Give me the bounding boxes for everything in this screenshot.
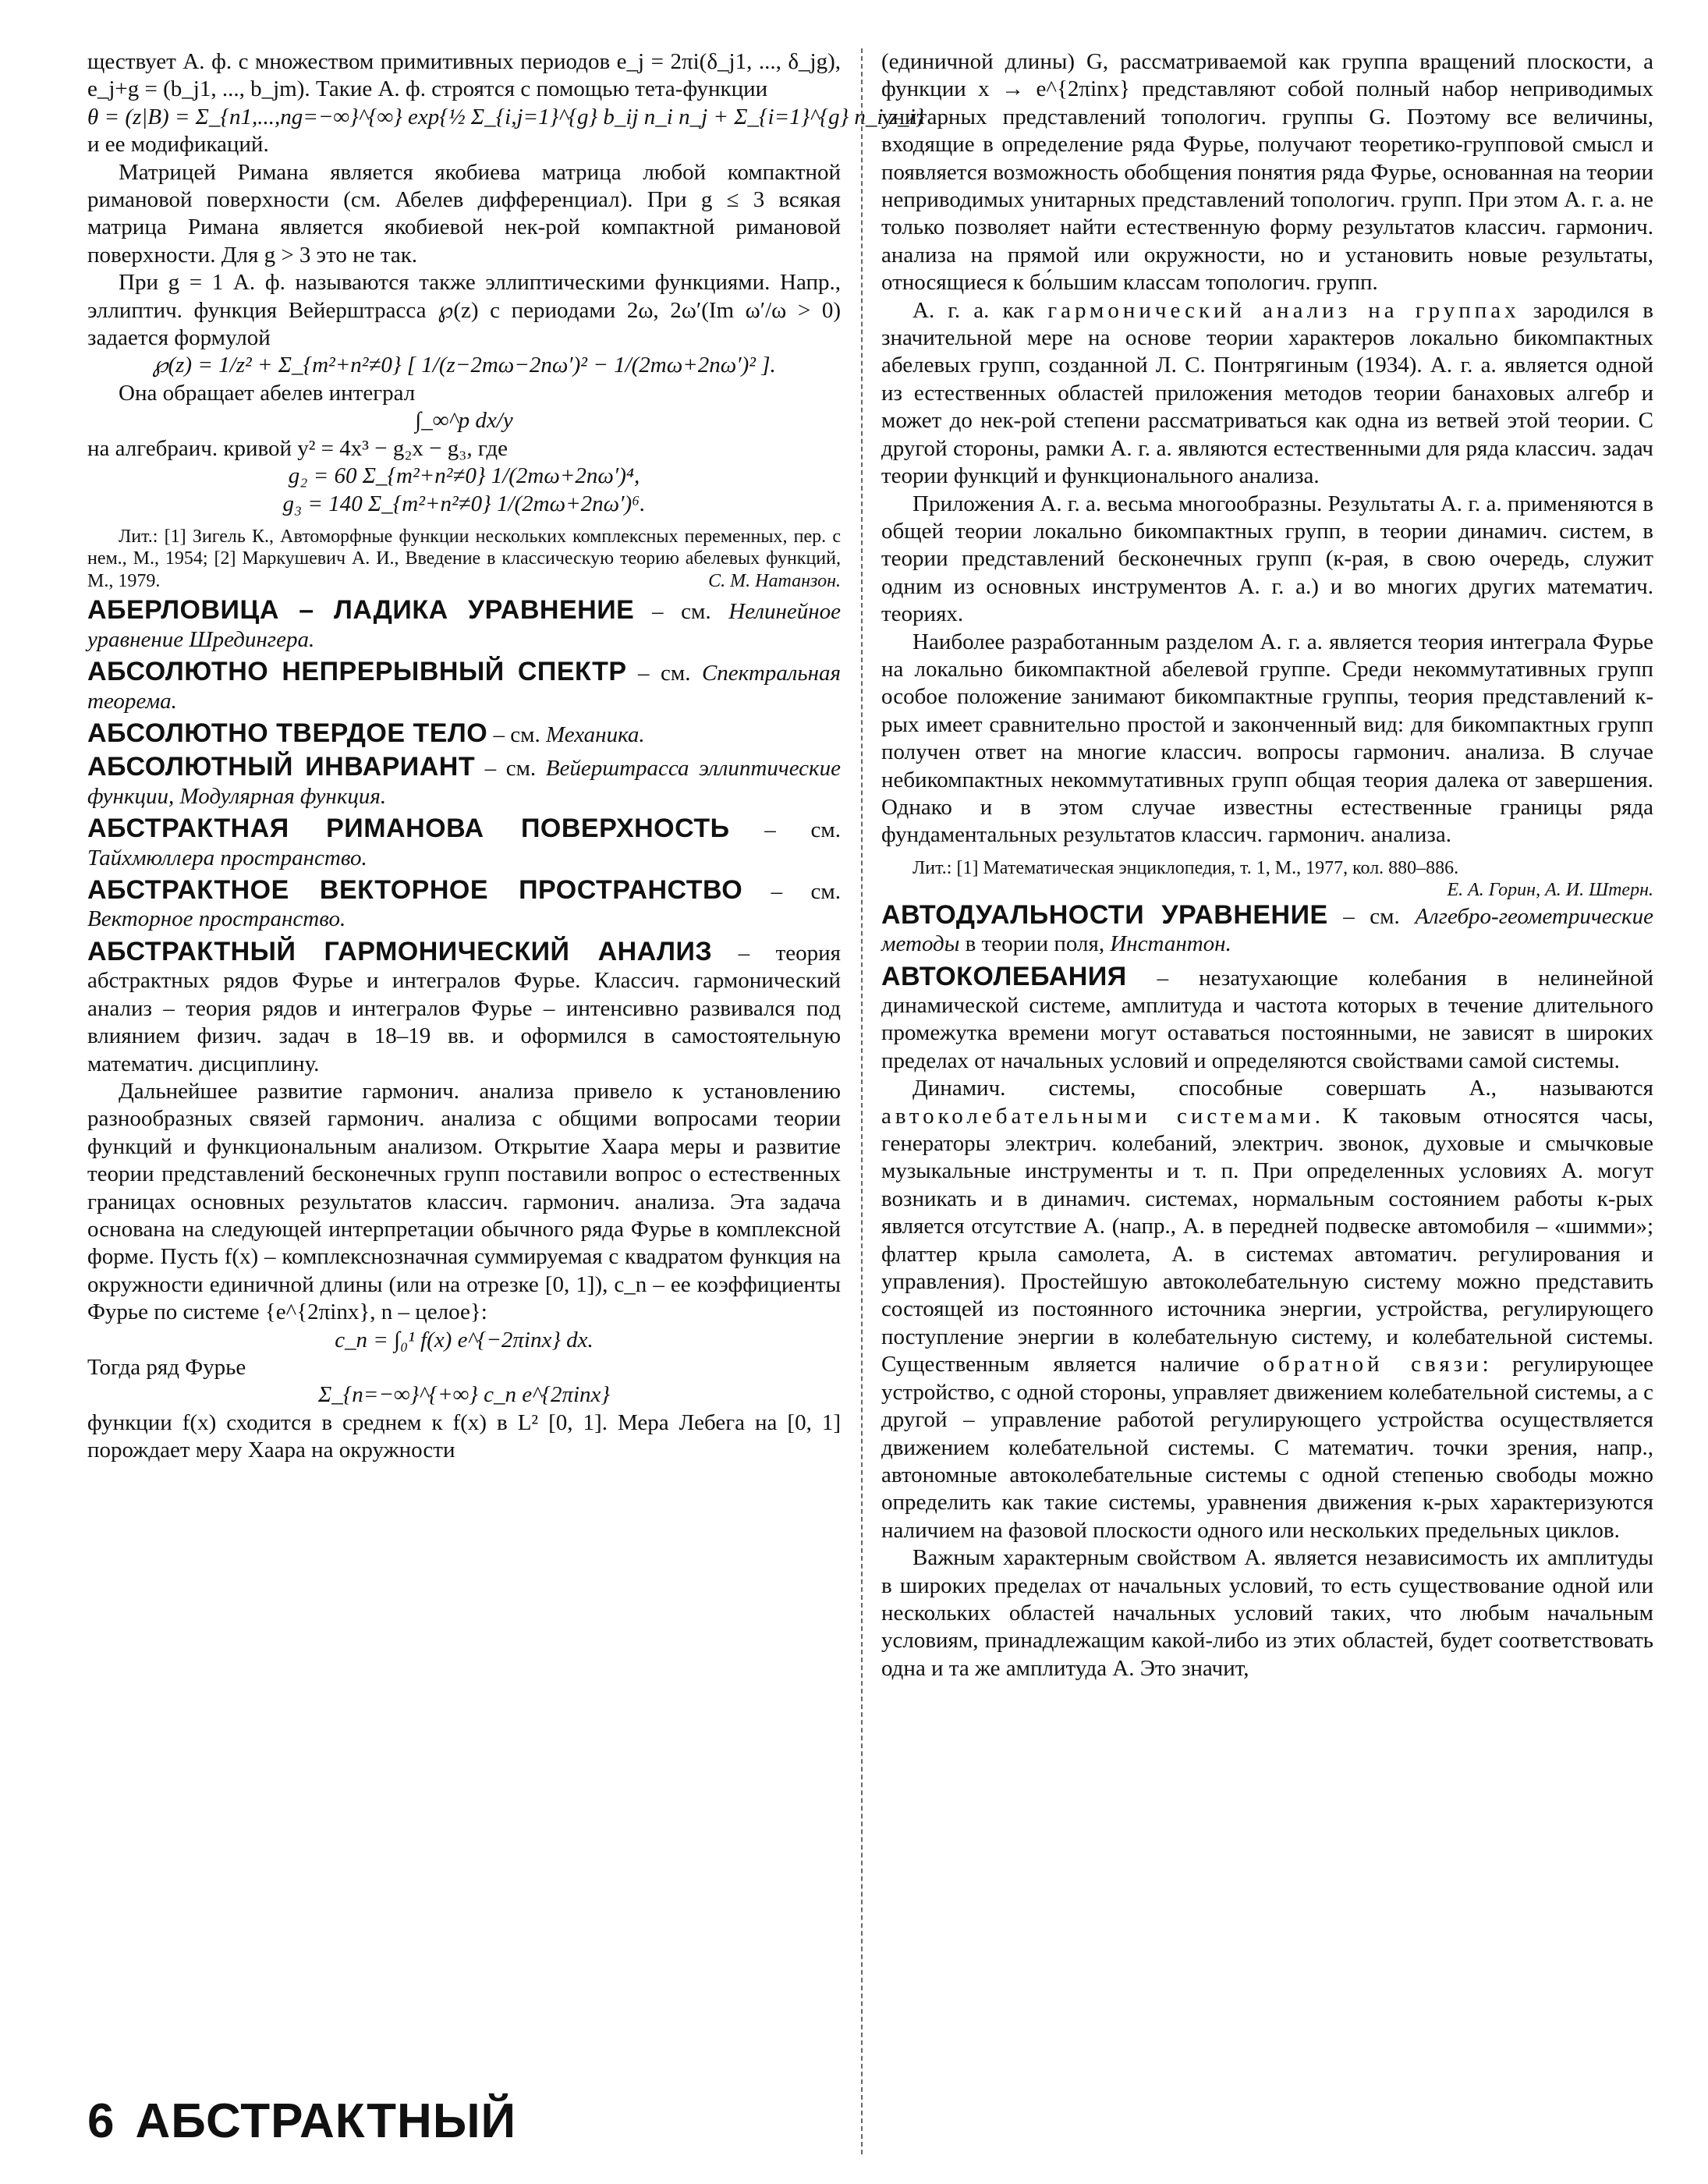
paragraph: функции f(x) сходится в среднем к f(x) в L² [0, 1]. Мера Лебега на [0, 1] порождает меру Хаара на окружности — [87, 1409, 841, 1463]
formula-g3: g₃ = 140 Σ_{m²+n²≠0} 1/(2mω+2nω′)⁶. — [282, 491, 646, 516]
literature-text: Лит.: [1] Математическая энциклопедия, т. 1, М., 1977, кол. 880–886. — [912, 857, 1459, 878]
literature — [87, 526, 841, 593]
entry-headword: АБСОЛЮТНО НЕПРЕРЫВНЫЙ СПЕКТР — [87, 657, 627, 687]
cross-reference[interactable]: Вейерштрасса эллиптические функции, Модулярная функция. — [87, 756, 841, 809]
cross-reference[interactable]: Механика. — [545, 722, 645, 748]
entry — [87, 877, 841, 934]
paragraph: на алгебраич. кривой y² = 4x³ − g₂x − g₃, где — [87, 435, 508, 461]
cross-reference[interactable]: Векторное пространство. — [87, 906, 346, 932]
page-footer — [87, 2094, 516, 2149]
entry-text: в теории поля, — [959, 931, 1111, 957]
entry — [87, 938, 841, 1078]
paragraph: и ее модификаций. — [87, 132, 269, 158]
cross-reference[interactable]: Нелинейное уравнение Шредингера. — [87, 599, 841, 652]
entry-headword: АБСТРАКТНЫЙ ГАРМОНИЧЕСКИЙ АНАЛИЗ — [87, 936, 713, 966]
entry-headword: АБСОЛЮТНО ТВЕРДОЕ ТЕЛО — [87, 718, 488, 749]
entry-headword: АБСТРАКТНАЯ РИМАНОВА ПОВЕРХНОСТЬ — [87, 814, 730, 844]
formula-fourier-series: Σ_{n=−∞}^{+∞} c_n e^{2πinx} — [317, 1382, 611, 1408]
cross-reference[interactable]: Алгебро-геометрические методы — [881, 903, 1653, 957]
entry-text: – см. — [475, 756, 546, 782]
paragraph: Она обращает абелев интеграл — [119, 380, 416, 406]
paragraph — [881, 297, 1653, 491]
text: . К таковым относятся часы, генераторы электрич. колебаний, электрич. звонок, духовые и смычковые музыкальные инструменты и т. п. При определенных условиях А. могут возникать и в динамич. системах, нормальным состоянием работы к-рых является отсутствие А. (напр., А. в передней подвеске автомобиля – «шимми»; флаттер крыла самолета, А. в системах автоматич. регулирования и управления). Простейшую автоколебательную систему можно представить состоящей из постоянного источника энергии, устройства, регулирующего поступление энергии в колебательную систему, и колебательной системы. Существенным является наличие — [881, 1103, 1653, 1377]
entry — [881, 963, 1653, 1076]
literature-text: Лит.: [1] Зигель К., Автоморфные функции нескольких комплексных переменных, пер. с нем., М., 1954; [2] Маркушевич А. И., Введение в классическую теорию абелевых функций, М., 1979. — [87, 526, 841, 591]
formula-weierstrass: ℘(z) = 1/z² + Σ_{m²+n²≠0} [ 1/(z−2mω−2nω′)² − 1/(2mω+2nω′)² ]. — [152, 353, 776, 378]
running-head: АБСТРАКТНЫЙ — [135, 2094, 517, 2148]
left-column — [87, 48, 925, 1465]
paragraph: Тогда ряд Фурье — [87, 1354, 246, 1380]
paragraph: Дальнейшее развитие гармонич. анализа привело к установлению разнообразных связей гармонич. анализа с общими вопросами теории функций и функциональным анализом. Открытие Хаара меры и развитие теории представлений бесконечных групп поставили вопрос о естественных границах основных результатов классич. гармонич. анализа. Эта задача основана на следующей интерпретации обычного ряда Фурье в комплексной форме. Пусть f(x) – комплекснозначная суммируемая с квадратом функция на окружности единичной длины (или на отрезке [0, 1]), c_n – ее коэффициенты Фурье по системе {e^{2πinx}, n – целое}: — [87, 1078, 841, 1325]
paragraph: При g = 1 А. ф. называются также эллиптическими функциями. Напр., эллиптич. функция Вейерштрасса ℘(z) с периодами 2ω, 2ω′(Im ω′/ω > 0) задается формулой — [87, 270, 841, 351]
paragraph: (единичной длины) G, рассматриваемой как группа вращений плоскости, а функции x → e^{2πinx} представляют собой полный набор неприводимых унитарных представлений топологич. группы G. Поэтому все величины, входящие в определение ряда Фурье, получают теоретико-групповой смысл и появляется возможность обобщения понятия ряда Фурье, основанная на теории неприводимых унитарных представлений топологич. групп. При этом А. г. а. не только позволяет найти естественную форму результатов классич. гармонич. анализа на прямой или окружности, но и установить новые результаты, относящиеся к бо́льшим классам топологич. групп. — [881, 49, 1653, 296]
formula-g2: g₂ = 60 Σ_{m²+n²≠0} 1/(2mω+2nω′)⁴, — [288, 463, 640, 489]
author: Е. А. Горин, А. И. Штерн. — [1447, 880, 1653, 901]
entry-headword: АБСТРАКТНОЕ ВЕКТОРНОЕ ПРОСТРАНСТВО — [87, 875, 743, 906]
text: зародился в значительной мере на основе теории характеров локально бикомпактных абелевых групп, созданной Л. С. Понтрягиным (1934). А. г. а. является одной из естественных областей приложения методов теории банаховых алгебр и может до нек-рой степени рассматриваться как одна из ветвей этой теории. С другой стороны, рамки А. г. а. являются естественными для ряда классич. задач теории функций и функционального анализа. — [881, 297, 1653, 489]
cross-reference[interactable]: Тайхмюллера пространство. — [87, 845, 367, 870]
entry-headword: АБЕРЛОВИЦА – ЛАДИКА УРАВНЕНИЕ — [87, 595, 635, 626]
entry — [87, 753, 841, 810]
spaced-emphasis: автоколебательными системами — [881, 1103, 1315, 1129]
entry-headword: АВТОДУАЛЬНОСТИ УРАВНЕНИЕ — [881, 899, 1328, 930]
spaced-emphasis: обратной связи — [1263, 1352, 1483, 1377]
text: А. г. а. как — [912, 297, 1048, 323]
paragraph: Важным характерным свойством А. является независимость их амплитуды в широких пределах от начальных условий, то есть существование одной или нескольких областей начальных условий таких, что любым начальным условиям, принадлежащим какой-либо из этих областей, будет соответствовать одна и та же амплитуда А. Это значит, — [881, 1545, 1653, 1681]
entry — [881, 899, 1653, 959]
paragraph: Приложения А. г. а. весьма многообразны. Результаты А. г. а. применяются в общей теории локально бикомпактных групп, в теории динамич. систем, в теории представлений бесконечных групп (к-рая, в свою очередь, служит одним из основных инструментов А. г. а.) и во многих других математич. теориях. — [881, 491, 1653, 627]
text: Динамич. системы, способные совершать А., называются — [912, 1076, 1653, 1101]
entry-text: – см. — [626, 661, 702, 686]
paragraph: Матрицей Римана является якобиева матрица любой компактной римановой поверхности (см. Абелев дифференциал). При g ≤ 3 всякая матрица Римана является якобиевой нек-рой компактной римановой поверхности. Для g > 3 это не так. — [87, 159, 841, 268]
cross-reference[interactable]: Спектральная теорема. — [87, 661, 841, 714]
entry-text: – теория абстрактных рядов Фурье и интегралов Фурье. Классич. гармонический анализ – теория рядов и интегралов Фурье – интенсивно развивался под влиянием физич. задач в 18–19 вв. и оформился в самостоятельную математич. дисциплину. — [87, 940, 841, 1076]
column-divider — [861, 48, 863, 2154]
entry-text: – см. — [729, 817, 841, 843]
cross-reference[interactable]: Инстантон. — [1110, 931, 1231, 957]
entry — [87, 658, 841, 715]
formula-fourier-coefficient: c_n = ∫₀¹ f(x) e^{−2πinx} dx. — [335, 1327, 594, 1353]
entry-text: – см. — [634, 599, 729, 625]
formula-theta: θ = (z|B) = Σ_{n1,...,ng=−∞}^{∞} exp{½ Σ_{i,j=1}^{g} b_ij n_i n_j + Σ_{i=1}^{g} n_i z_i} — [87, 104, 925, 129]
entry-text: – незатухающие колебания в нелинейной динамической системе, амплитуда и частота которых в течение длительного промежутка времени могут оставаться постоянными, не зависят в широких пределах от начальных условий и определяются свойствами самой системы. — [881, 965, 1653, 1073]
entry-headword: АВТОКОЛЕБАНИЯ — [881, 961, 1127, 991]
page-number: 6 — [87, 2094, 115, 2148]
entry-text: – см. — [742, 879, 841, 905]
entry-text: – см. — [487, 722, 546, 748]
entry-text: – см. — [1327, 903, 1416, 929]
entry — [87, 815, 841, 872]
right-column — [881, 48, 1653, 1682]
entry — [87, 720, 841, 749]
formula-integral: ∫_∞^p dx/y — [415, 408, 513, 434]
paragraph: ществует А. ф. с множеством примитивных периодов e_j = 2πi(δ_j1, ..., δ_jg), e_j+g = (b_j1, ..., b_jm). Такие А. ф. строятся с помощью тета-функции — [87, 49, 841, 102]
paragraph: Наиболее разработанным разделом А. г. а. является теория интеграла Фурье на локально бикомпактной абелевой группе. Среди некоммутативных групп особое положение занимают бикомпактные группы, теория представлений к-рых имеет сравнительно простой и законченный вид: для бикомпактных групп получен ответ на многие классич. вопросы гармонич. анализа. В случае небикомпактных некоммутативных групп общая теория далека от завершения. Однако и в этом случае известны естественные границы ряда фундаментальных результатов классич. гармонич. анализа. — [881, 629, 1653, 848]
spaced-emphasis: гармонический анализ на группах — [1047, 297, 1520, 323]
entry-headword: АБСОЛЮТНЫЙ ИНВАРИАНТ — [87, 752, 476, 782]
author: С. М. Натанзон. — [708, 570, 841, 591]
entry — [87, 597, 841, 654]
literature — [881, 857, 1653, 901]
text: : регулирующее устройство, с одной стороны, управляет движением колебательной системы, а с другой – управление работой регулирующего устройства осуществляется движением колебательной системы. С математич. точки зрения, напр., автономные автоколебательные системы с одной степенью свободы можно определить как такие системы, уравнения движения к-рых характеризуются наличием на фазовой плоскости одного или нескольких предельных циклов. — [881, 1352, 1653, 1543]
paragraph — [881, 1075, 1653, 1544]
